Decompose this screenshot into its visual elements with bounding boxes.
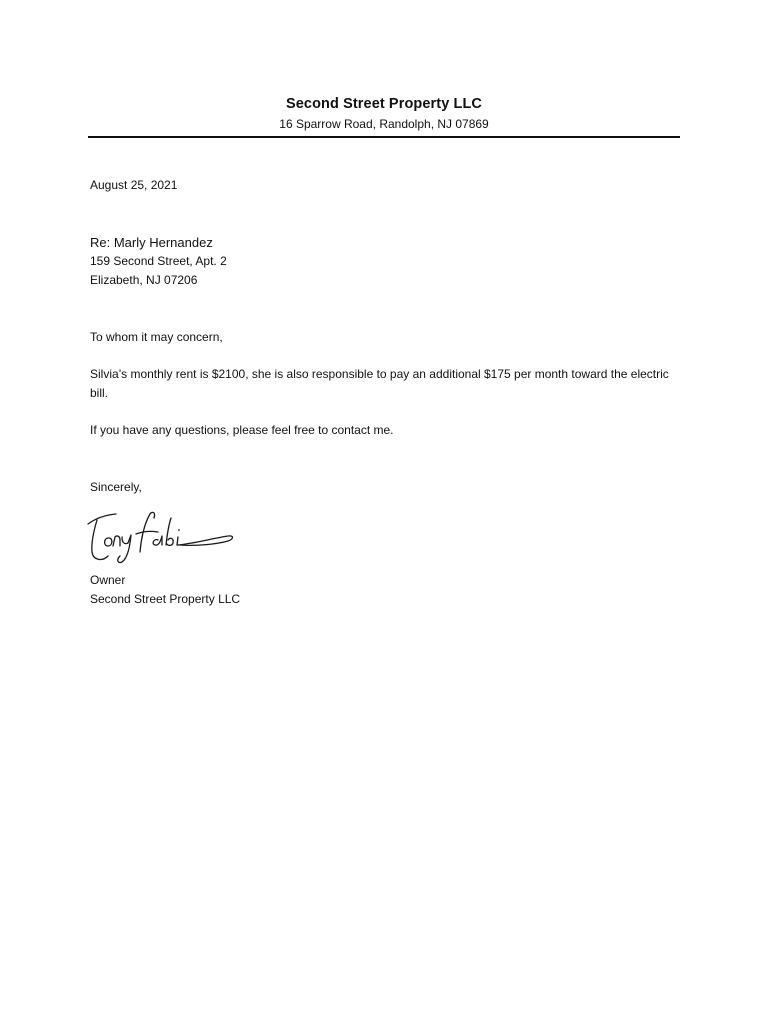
company-name: Second Street Property LLC [286,96,482,112]
reference-city: Elizabeth, NJ 07206 [90,273,198,287]
company-address: 16 Sparrow Road, Randolph, NJ 07869 [279,117,489,131]
salutation: To whom it may concern, [90,330,223,344]
reference-name: Re: Marly Hernandez [90,235,213,250]
valediction: Sincerely, [90,480,142,494]
header-divider [88,136,680,138]
letter-date: August 25, 2021 [90,178,178,192]
reference-street: 159 Second Street, Apt. 2 [90,254,227,268]
letterhead [88,94,680,133]
body-paragraph-rent: Silvia’s monthly rent is $2100, she is also responsible to pay an additional $175 per month toward the electric bill. [90,367,669,400]
handwritten-signature [82,504,242,568]
body-paragraph-contact: If you have any questions, please feel free to contact me. [90,423,394,437]
signer-company: Second Street Property LLC [90,592,241,606]
signer-title: Owner [90,573,126,587]
